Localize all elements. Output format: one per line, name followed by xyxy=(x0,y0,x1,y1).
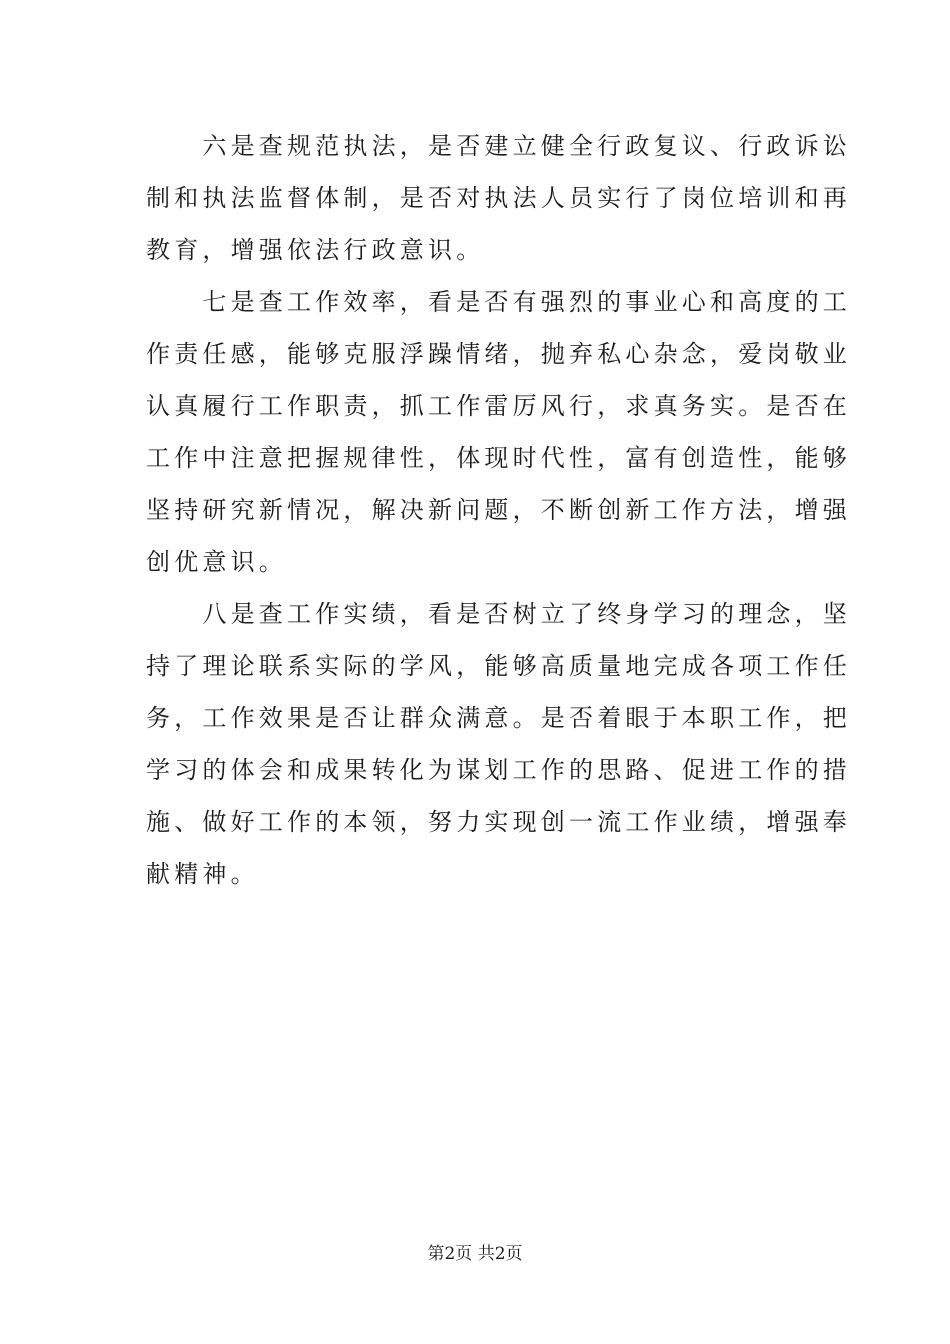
text-line: 务，工作效果是否让群众满意。是否着眼于本职工作，把 xyxy=(146,704,851,732)
text-line: 六是查规范执法，是否建立健全行政复议、行政诉讼 xyxy=(146,132,851,160)
document-body xyxy=(146,120,851,900)
text-line: 作责任感，能够克服浮躁情绪，抛弃私心杂念，爱岗敬业 xyxy=(146,340,851,368)
text-line: 坚持研究新情况，解决新问题，不断创新工作方法，增强 xyxy=(146,496,851,524)
text-line: 七是查工作效率，看是否有强烈的事业心和高度的工 xyxy=(146,288,851,316)
text-line: 教育，增强依法行政意识。 xyxy=(146,236,485,264)
page-number-footer: 第2页 共2页 xyxy=(427,1244,523,1264)
text-line: 工作中注意把握规律性，体现时代性，富有创造性，能够 xyxy=(146,444,851,472)
paragraph-7 xyxy=(146,276,851,588)
text-line: 认真履行工作职责，抓工作雷厉风行，求真务实。是否在 xyxy=(146,392,851,420)
text-line: 创优意识。 xyxy=(146,548,287,576)
text-line: 学习的体会和成果转化为谋划工作的思路、促进工作的措 xyxy=(146,756,851,784)
text-line: 献精神。 xyxy=(146,860,259,888)
paragraph-6 xyxy=(146,120,851,276)
text-line: 施、做好工作的本领，努力实现创一流工作业绩，增强奉 xyxy=(146,808,851,836)
paragraph-8 xyxy=(146,588,851,900)
text-line: 持了理论联系实际的学风，能够高质量地完成各项工作任 xyxy=(146,652,851,680)
text-line: 八是查工作实绩，看是否树立了终身学习的理念，坚 xyxy=(146,600,851,628)
text-line: 制和执法监督体制，是否对执法人员实行了岗位培训和再 xyxy=(146,184,851,212)
